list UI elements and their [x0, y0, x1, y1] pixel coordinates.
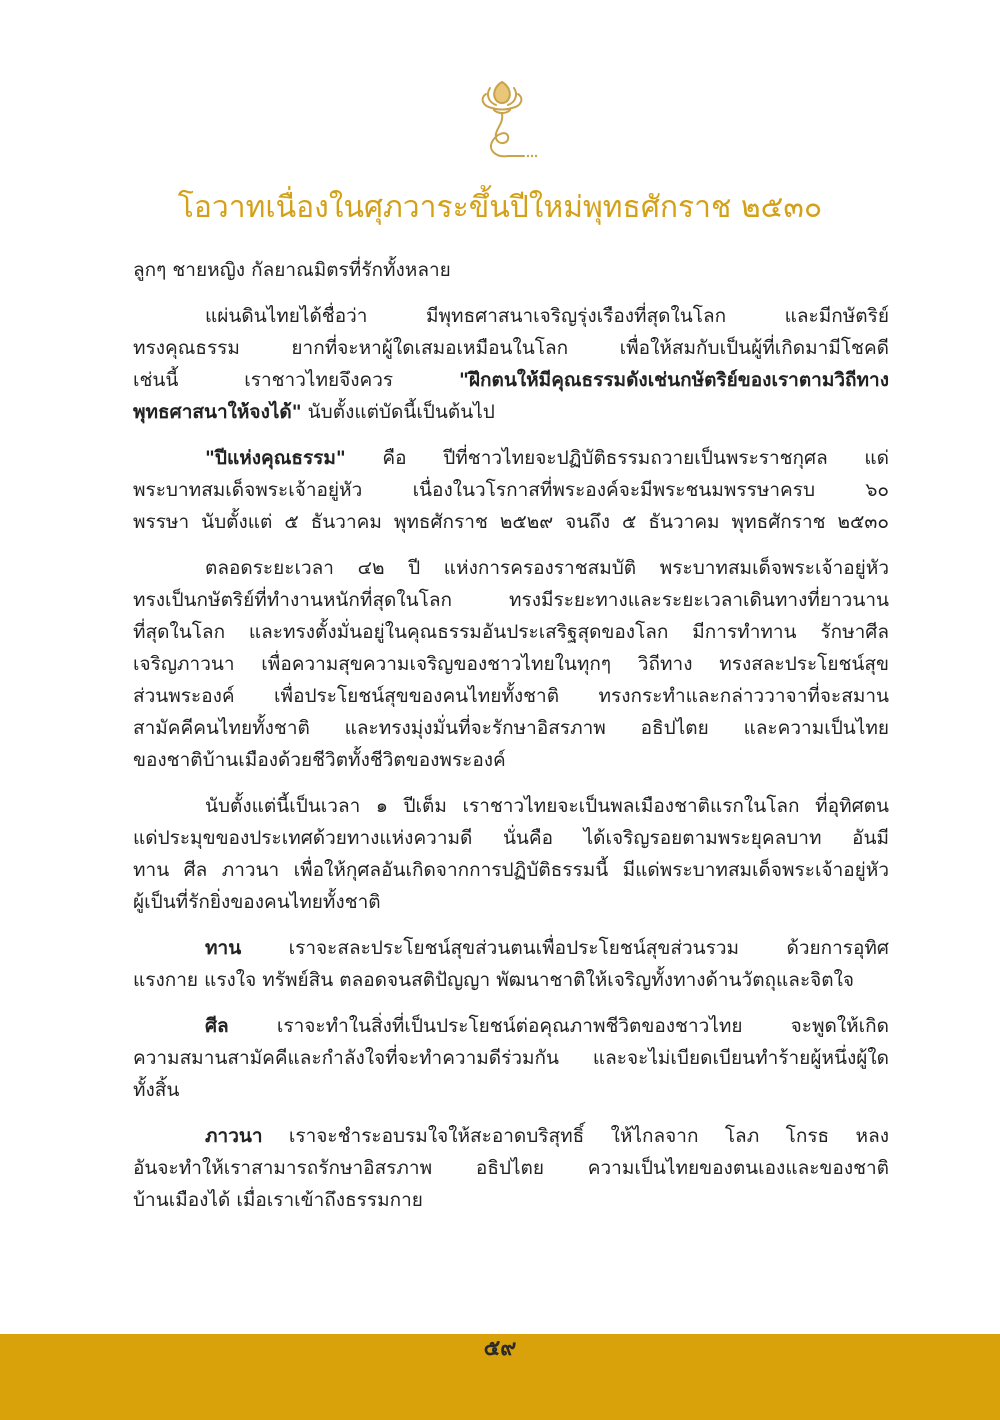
page-title: โอวาทเนื่องในศุภวาระขึ้นปีใหม่พุทธศักราช ๒๕๓๐	[177, 190, 823, 225]
emphasis-text: ภาวนา	[205, 1125, 263, 1147]
text-line: ทรงเป็นกษัตริย์ที่ทำงานหนักที่สุดในโลก ทรงมีระยะทางและระยะเวลาเดินทางที่ยาวนาน	[133, 589, 889, 611]
emphasis-text: พุทธศาสนาให้จงได้"	[133, 401, 302, 423]
emphasis-text: ศีล	[205, 1015, 229, 1037]
paragraph-3	[133, 552, 889, 776]
text-line	[133, 442, 889, 474]
text-line: ผู้เป็นที่รักยิ่งของคนไทยทั้งชาติ	[133, 891, 381, 913]
text-line: ที่สุดในโลก และทรงตั้งมั่นอยู่ในคุณธรรมอันประเสริฐสุดของโลก มีการทำทาน รักษาศีล	[133, 621, 889, 643]
text-line: พระบาทสมเด็จพระเจ้าอยู่หัว เนื่องในวโรกาสที่พระองค์จะมีพระชนมพรรษาครบ ๖๐	[133, 479, 889, 501]
emphasis-text: "ปีแห่งคุณธรรม"	[205, 447, 346, 469]
text-segment: เราจะชำระอบรมใจให้สะอาดบริสุทธิ์ ให้ไกลจาก โลภ โกรธ หลง	[262, 1125, 889, 1147]
text-line: บ้านเมืองได้ เมื่อเราเข้าถึงธรรมกาย	[133, 1189, 423, 1211]
text-line	[133, 1120, 889, 1152]
text-line	[133, 396, 889, 428]
text-line: ตลอดระยะเวลา ๔๒ ปี แห่งการครองราชสมบัติ พระบาทสมเด็จพระเจ้าอยู่หัว	[205, 557, 889, 579]
text-line	[133, 1010, 889, 1042]
text-line	[133, 364, 889, 396]
paragraph-4	[133, 790, 889, 918]
paragraph-6	[133, 1010, 889, 1106]
text-line: พรรษา นับตั้งแต่ ๕ ธันวาคม พุทธศักราช ๒๕๒๙ จนถึง ๕ ธันวาคม พุทธศักราช ๒๕๓๐	[133, 511, 889, 533]
text-line: อันจะทำให้เราสามารถรักษาอิสรภาพ อธิปไตย ความเป็นไทยของตนเองและของชาติ	[133, 1157, 889, 1179]
paragraph-7	[133, 1120, 889, 1216]
emphasis-text: ทาน	[205, 937, 242, 959]
text-line: แผ่นดินไทยได้ชื่อว่า มีพุทธศาสนาเจริญรุ่งเรืองที่สุดในโลก และมีกษัตริย์	[205, 305, 889, 327]
emphasis-text: "ฝึกตนให้มีคุณธรรมดังเช่นกษัตริย์ของเราตามวิถีทาง	[459, 369, 889, 391]
royal-lotus-emblem-icon	[462, 72, 542, 168]
text-segment: เราจะสละประโยชน์สุขส่วนตนเพื่อประโยชน์สุขส่วนรวม ด้วยการอุทิศ	[241, 937, 889, 959]
paragraph-1	[133, 300, 889, 428]
paragraph-5	[133, 932, 889, 996]
text-line	[133, 932, 889, 964]
paragraph-2	[133, 442, 889, 538]
text-line: ทั้งสิ้น	[133, 1079, 180, 1101]
text-segment: คือ ปีที่ชาวไทยจะปฏิบัติธรรมถวายเป็นพระราชกุศล แด่	[345, 447, 889, 469]
text-line: แด่ประมุขของประเทศด้วยทางแห่งความดี นั่นคือ ได้เจริญรอยตามพระยุคลบาท อันมี	[133, 827, 889, 849]
greeting-line: ลูกๆ ชายหญิง กัลยาณมิตรที่รักทั้งหลาย	[133, 259, 451, 281]
text-segment: เราจะทำในสิ่งที่เป็นประโยชน์ต่อคุณภาพชีวิตของชาวไทย จะพูดให้เกิด	[228, 1015, 889, 1037]
text-line: ความสมานสามัคคีและกำลังใจที่จะทำความดีร่วมกัน และจะไม่เบียดเบียนทำร้ายผู้หนึ่งผู้ใด	[133, 1047, 889, 1069]
text-line: ทาน ศีล ภาวนา เพื่อให้กุศลอันเกิดจากการปฏิบัติธรรมนี้ มีแด่พระบาทสมเด็จพระเจ้าอยู่หัว	[133, 859, 889, 881]
text-line: ส่วนพระองค์ เพื่อประโยชน์สุขของคนไทยทั้งชาติ ทรงกระทำและกล่าววาจาที่จะสมาน	[133, 685, 889, 707]
text-line: แรงกาย แรงใจ ทรัพย์สิน ตลอดจนสติปัญญา พัฒนาชาติให้เจริญทั้งทางด้านวัตถุและจิตใจ	[133, 969, 855, 991]
text-line: สามัคคีคนไทยทั้งชาติ และทรงมุ่งมั่นที่จะรักษาอิสรภาพ อธิปไตย และความเป็นไทย	[133, 717, 889, 739]
page-number: ๕๙	[483, 1336, 517, 1361]
text-line: เจริญภาวนา เพื่อความสุขความเจริญของชาวไทยในทุกๆ วิถีทาง ทรงสละประโยชน์สุข	[133, 653, 889, 675]
body-text	[133, 254, 889, 1216]
text-line: ทรงคุณธรรม ยากที่จะหาผู้ใดเสมอเหมือนในโลก เพื่อให้สมกับเป็นผู้ที่เกิดมามีโชคดี	[133, 337, 889, 359]
text-line: นับตั้งแต่นี้เป็นเวลา ๑ ปีเต็ม เราชาวไทยจะเป็นพลเมืองชาติแรกในโลก ที่อุทิศตน	[205, 795, 889, 817]
text-line: ของชาติบ้านเมืองด้วยชีวิตทั้งชีวิตของพระองค์	[133, 749, 506, 771]
text-segment: เช่นนี้ เราชาวไทยจึงควร	[133, 369, 460, 391]
text-segment: นับตั้งแต่บัดนี้เป็นต้นไป	[301, 401, 495, 423]
